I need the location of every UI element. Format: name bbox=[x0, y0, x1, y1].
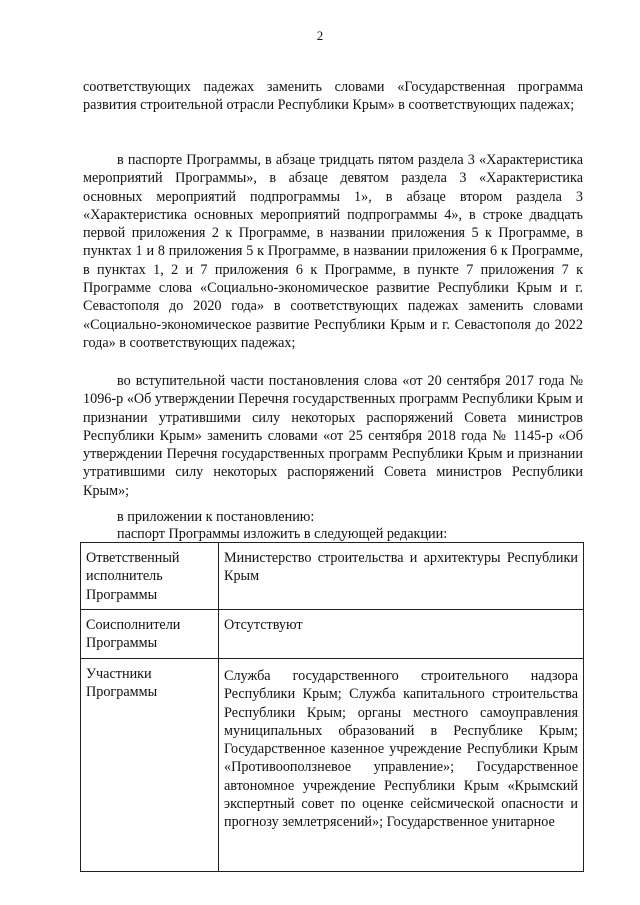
program-passport-table bbox=[80, 542, 584, 872]
table-row bbox=[81, 543, 584, 610]
participants-label: Участники Программы bbox=[81, 659, 219, 872]
co-executors-label: Соисполнители Программы bbox=[81, 610, 219, 659]
paragraph-passport-amendments: в паспорте Программы, в абзаце тридцать пятом раздела 3 «Характеристика мероприятий Программы», в абзаце девятом раздела 3 «Характеристика основных мероприятий подпрограммы 1», в абзаце втором раздела 3 «Характеристика основных мероприятий подпрограммы 4», в строке двадцать первой приложения 2 к Программе, в названии приложения 5 к Программе, в пунктах 1 и 8 приложения 5 к Программе, в названии приложения 6 к Программе, в пунктах 1, 2 и 7 приложения 6 к Программе, в пункте 7 приложения 7 к Программе слова «Социально-экономическое развитие Республики Крым и г. Севастополя до 2020 года» в соответствующих падежах заменить словами «Социально-экономическое развитие Республики Крым и г. Севастополя до 2022 года» в соответствующих падежах; bbox=[83, 152, 583, 351]
paragraph-annex-intro: в приложении к постановлению: bbox=[117, 509, 315, 525]
page-number: 2 bbox=[316, 28, 324, 43]
participants-value: Служба государственного строительного надзора Республики Крым; Служба капитального строительства Республики Крым; органы местного самоуправления муниципальных образований в Республике Крым; Государственное казенное учреждение Республики Крым «Противооползневое управление»; Государственное автономное учреждение Республики Крым «Крымский экспертный совет по оценке сейсмической опасности и прогнозу землетрясений»; Государственное унитарное bbox=[219, 659, 584, 872]
paragraph-introductory-part: во вступительной части постановления слова «от 20 сентября 2017 года № 1096-р «Об утверждении Перечня государственных программ Республики Крым и признании утратившими силу некоторых распоряжений Совета министров Республики Крым» заменить словами «от 25 сентября 2018 года № 1145-р «Об утверждении Перечня государственных программ Республики Крым и признании утратившими силу некоторых распоряжений Совета министров Республики Крым»; bbox=[83, 373, 583, 499]
responsible-executor-label: Ответственный исполнитель Программы bbox=[81, 543, 219, 610]
co-executors-value: Отсутствуют bbox=[219, 610, 584, 659]
paragraph-replacement-program-name: соответствующих падежах заменить словами «Государственная программа развития строительной отрасли Республики Крым» в соответствующих падежах; bbox=[83, 79, 583, 114]
table-row bbox=[81, 659, 584, 872]
table-row bbox=[81, 610, 584, 659]
responsible-executor-value: Министерство строительства и архитектуры Республики Крым bbox=[219, 543, 584, 610]
paragraph-passport-redaction: паспорт Программы изложить в следующей редакции: bbox=[117, 526, 448, 542]
